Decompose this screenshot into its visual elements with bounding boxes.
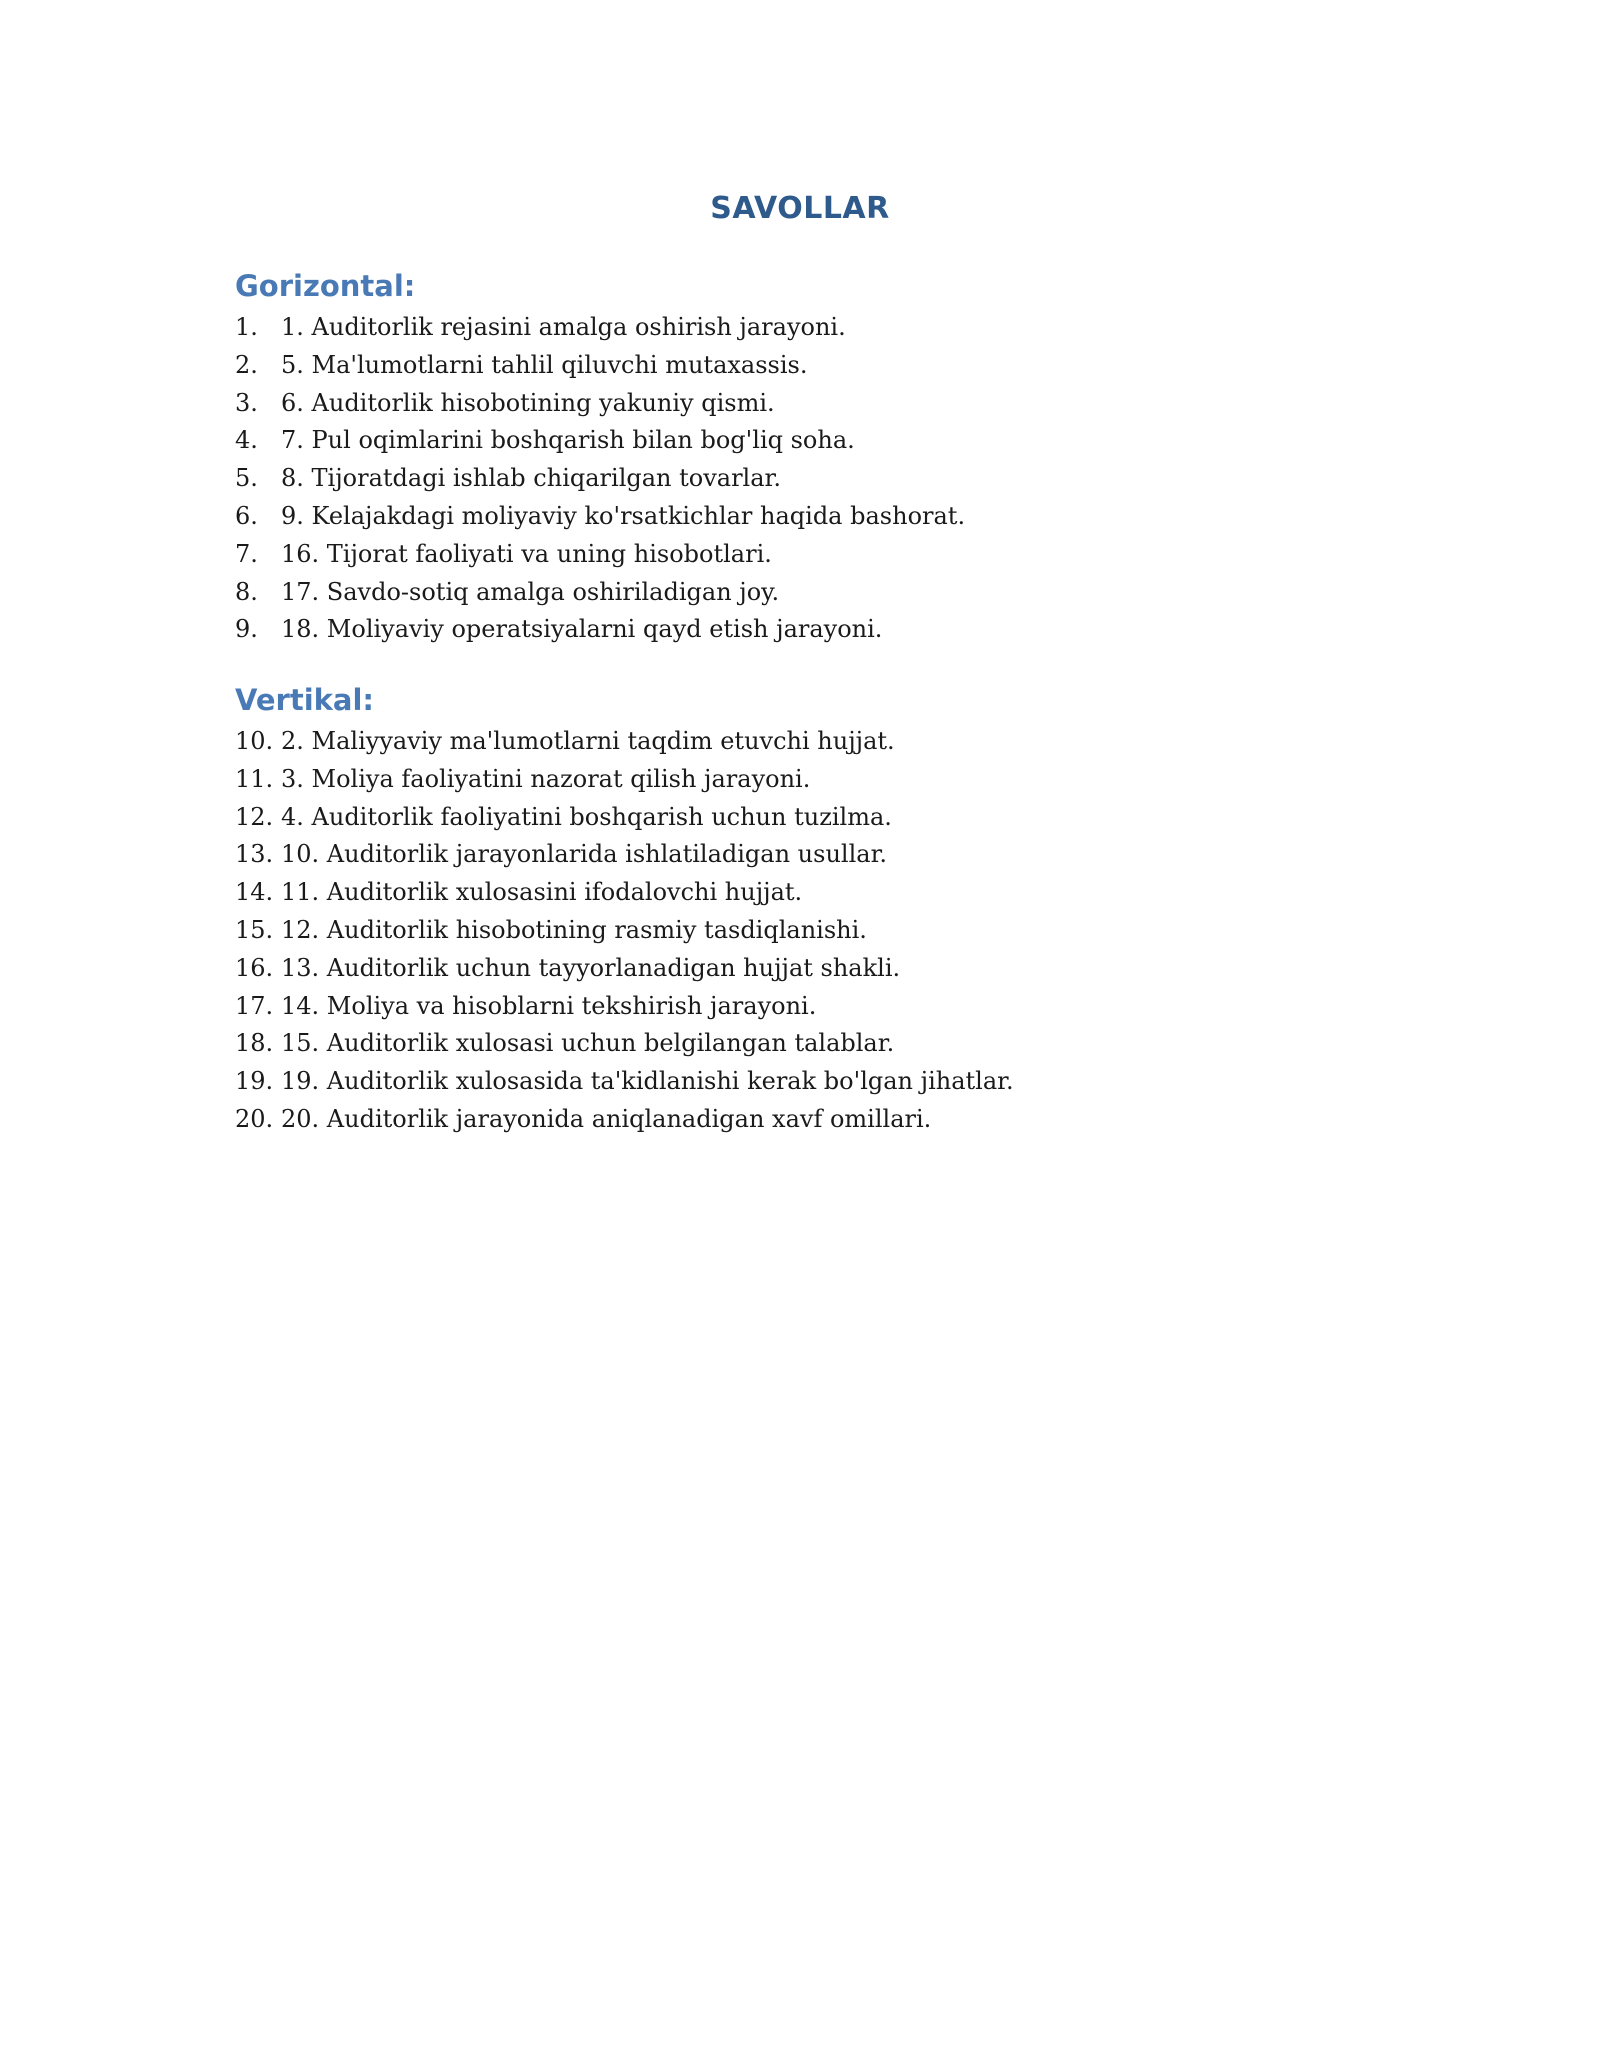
list-item	[235, 536, 1435, 574]
list-item	[235, 574, 1435, 612]
list-item	[235, 988, 1435, 1026]
item-text: 3. Moliya faoliyatini nazorat qilish jarayoni.	[281, 764, 811, 793]
item-number: 3.	[235, 388, 258, 417]
item-number: 6.	[235, 501, 258, 530]
list-item	[235, 385, 1435, 423]
item-text: 6. Auditorlik hisobotining yakuniy qismi.	[281, 388, 775, 417]
list-item	[235, 1025, 1435, 1063]
item-text: 13. Auditorlik uchun tayyorlanadigan hujjat shakli.	[281, 953, 901, 982]
question-list-gorizontal	[235, 309, 1435, 649]
item-number: 9.	[235, 615, 258, 644]
item-number: 13.	[235, 840, 274, 869]
item-number: 18.	[235, 1029, 274, 1058]
item-text: 17. Savdo-sotiq amalga oshiriladigan joy.	[281, 577, 780, 606]
item-text: 12. Auditorlik hisobotining rasmiy tasdiqlanishi.	[281, 915, 867, 944]
item-number: 19.	[235, 1067, 274, 1096]
item-number: 4.	[235, 426, 258, 455]
section-heading-vertikal: Vertikal:	[235, 683, 375, 717]
item-text: 10. Auditorlik jarayonlarida ishlatiladigan usullar.	[281, 840, 888, 869]
item-text: 16. Tijorat faoliyati va uning hisobotlari.	[281, 539, 772, 568]
list-item	[235, 498, 1435, 536]
item-text: 19. Auditorlik xulosasida ta'kidlanishi kerak bo'lgan jihatlar.	[281, 1067, 1014, 1096]
list-item	[235, 1101, 1435, 1139]
item-number: 5.	[235, 464, 258, 493]
item-text: 4. Auditorlik faoliyatini boshqarish uchun tuzilma.	[281, 802, 892, 831]
item-number: 14.	[235, 878, 274, 907]
item-number: 12.	[235, 802, 274, 831]
item-number: 11.	[235, 764, 274, 793]
item-number: 2.	[235, 350, 258, 379]
item-number: 16.	[235, 953, 274, 982]
list-item	[235, 761, 1435, 799]
item-text: 1. Auditorlik rejasini amalga oshirish jarayoni.	[281, 313, 846, 341]
list-item	[235, 460, 1435, 498]
list-item	[235, 611, 1435, 649]
list-item	[235, 799, 1435, 837]
item-text: 14. Moliya va hisoblarni tekshirish jarayoni.	[281, 991, 817, 1020]
item-text: 18. Moliyaviy operatsiyalarni qayd etish jarayoni.	[281, 615, 883, 644]
item-text: 7. Pul oqimlarini boshqarish bilan bog'liq soha.	[281, 426, 855, 455]
item-number: 20.	[235, 1104, 274, 1133]
question-list-vertikal	[235, 723, 1435, 1139]
item-text: 20. Auditorlik jarayonida aniqlanadigan xavf omillari.	[281, 1104, 932, 1133]
item-text: 8. Tijoratdagi ishlab chiqarilgan tovarlar.	[281, 464, 782, 493]
item-text: 9. Kelajakdagi moliyaviy ko'rsatkichlar haqida bashorat.	[281, 501, 966, 530]
item-number: 8.	[235, 577, 258, 606]
item-text: 15. Auditorlik xulosasi uchun belgilangan talablar.	[281, 1029, 895, 1058]
item-number: 7.	[235, 539, 258, 568]
list-item	[235, 309, 1435, 347]
list-item	[235, 422, 1435, 460]
item-number: 10.	[235, 727, 274, 755]
page-title: SAVOLLAR	[710, 191, 890, 226]
list-item	[235, 950, 1435, 988]
section-heading-gorizontal: Gorizontal:	[235, 269, 416, 303]
list-item	[235, 836, 1435, 874]
item-text: 2. Maliyyaviy ma'lumotlarni taqdim etuvchi hujjat.	[281, 727, 895, 755]
item-number: 1.	[235, 313, 258, 341]
list-item	[235, 723, 1435, 761]
list-item	[235, 1063, 1435, 1101]
item-number: 17.	[235, 991, 274, 1020]
item-number: 15.	[235, 915, 274, 944]
item-text: 5. Ma'lumotlarni tahlil qiluvchi mutaxassis.	[281, 350, 808, 379]
list-item	[235, 874, 1435, 912]
section-gorizontal	[235, 265, 1435, 649]
item-text: 11. Auditorlik xulosasini ifodalovchi hujjat.	[281, 878, 803, 907]
list-item	[235, 347, 1435, 385]
section-vertikal	[235, 679, 1435, 1139]
list-item	[235, 912, 1435, 950]
